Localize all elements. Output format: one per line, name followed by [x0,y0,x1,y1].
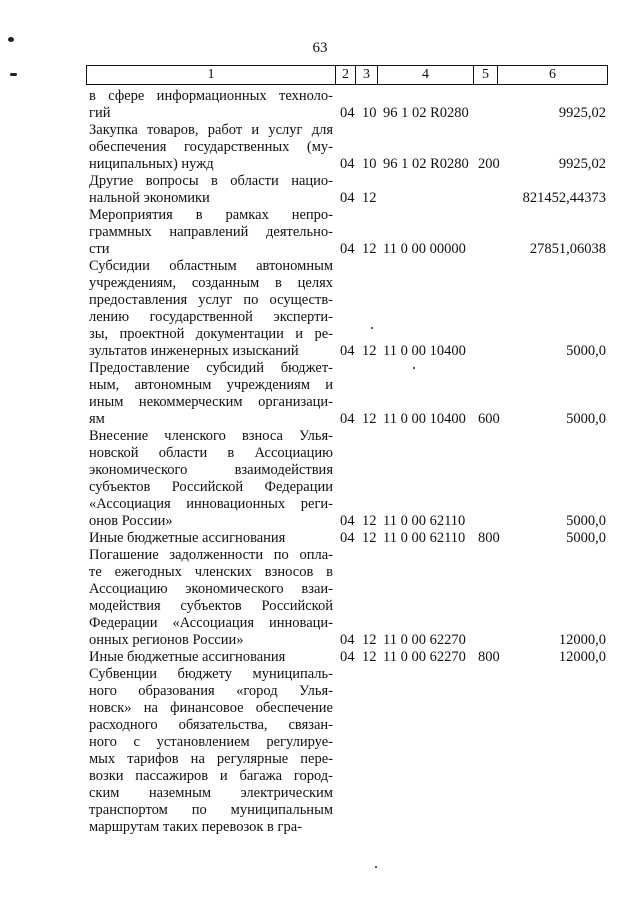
row-text-line: экономического взаимодействия [89,462,333,478]
row-text-line: мых тарифов на регулярные пере- [89,751,333,767]
row-text-line: ного образования «город Улья- [89,683,333,699]
cell-c5: 800 [478,649,500,665]
row-text-line: Другие вопросы в области нацио- [89,173,333,189]
row-text-line: предоставления услуг по осуществ- [89,292,333,308]
cell-c3: 12 [362,649,377,665]
cell-c6: 821452,44373 [522,190,606,206]
row-text-line: граммных направлений деятельно- [89,224,333,240]
row-text-line: гий [89,105,111,121]
cell-c6: 5000,0 [566,513,606,529]
cell-c6: 9925,02 [558,156,606,172]
cell-c3: 12 [362,343,377,359]
row-text-line: «Ассоциация инновационных реги- [89,496,333,512]
cell-c4: 11 0 00 62270 [383,632,466,648]
cell-c4: 11 0 00 62270 [383,649,466,665]
cell-c4: 11 0 00 00000 [383,241,466,257]
scan-mark [375,866,377,868]
row-text-line: сти [89,241,110,257]
row-text-line: Иные бюджетные ассигнования [89,649,286,665]
cell-c6: 5000,0 [566,411,606,427]
row-text-line: маршрутам таких перевозок в гра- [89,819,302,835]
row-text-line: те ежегодных членских взносов в [89,564,333,580]
header-col-2: 2 [335,66,355,84]
header-col-4: 4 [377,66,473,84]
row-text-line: онов России» [89,513,173,529]
row-text-line: субъектов Российской Федерации [89,479,333,495]
row-text-line: ским наземным электрическим [89,785,333,801]
cell-c6: 5000,0 [566,530,606,546]
header-col-5: 5 [473,66,497,84]
row-text-line: возки пассажиров и багажа город- [89,768,333,784]
cell-c4: 11 0 00 10400 [383,343,466,359]
row-text-line: онных регионов России» [89,632,244,648]
cell-c5: 600 [478,411,500,427]
cell-c6: 9925,02 [558,105,606,121]
row-text-line: Внесение членского взноса Улья- [89,428,333,444]
cell-c2: 04 [340,411,355,427]
cell-c3: 10 [362,156,377,172]
row-text-line: обеспечения государственных (му- [89,139,333,155]
scan-mark [371,327,373,329]
cell-c5: 200 [478,156,500,172]
cell-c6: 12000,0 [558,649,606,665]
cell-c3: 12 [362,513,377,529]
cell-c3: 12 [362,190,377,206]
cell-c2: 04 [340,105,355,121]
row-text-line: Иные бюджетные ассигнования [89,530,286,546]
cell-c2: 04 [340,190,355,206]
cell-c4: 11 0 00 62110 [383,530,466,546]
cell-c3: 12 [362,530,377,546]
cell-c2: 04 [340,530,355,546]
row-text-line: Федерации «Ассоциация инноваци- [89,615,333,631]
cell-c4: 11 0 00 10400 [383,411,466,427]
header-col-6: 6 [497,66,607,84]
scan-mark [10,73,17,76]
row-text-line: модействия субъектов Российской [89,598,333,614]
cell-c3: 12 [362,411,377,427]
cell-c6: 12000,0 [558,632,606,648]
row-text-line: нальной экономики [89,190,210,206]
row-text-line: Субсидии областным автономным [89,258,333,274]
row-text-line: Предоставление субсидий бюджет- [89,360,333,376]
cell-c4: 96 1 02 R0280 [383,105,469,121]
row-text-line: Ассоциацию экономического взаи- [89,581,333,597]
page-number: 63 [312,40,328,56]
row-text-line: зы, проектной документации и ре- [89,326,333,342]
row-text-line: зультатов инженерных изысканий [89,343,299,359]
cell-c2: 04 [340,649,355,665]
row-text-line: Субвенции бюджету муниципаль- [89,666,333,682]
cell-c4: 96 1 02 R0280 [383,156,469,172]
row-text-line: ного с установлением регулируе- [89,734,333,750]
header-col-3: 3 [355,66,377,84]
cell-c3: 12 [362,241,377,257]
cell-c2: 04 [340,632,355,648]
cell-c2: 04 [340,241,355,257]
scan-mark [8,37,14,42]
cell-c3: 12 [362,632,377,648]
table-header [86,65,608,85]
row-text-line: ниципальных) нужд [89,156,214,172]
cell-c2: 04 [340,156,355,172]
cell-c2: 04 [340,343,355,359]
cell-c6: 27851,06038 [529,241,606,257]
row-text-line: лению государственной эксперти- [89,309,333,325]
header-col-1: 1 [207,67,215,82]
row-text-line: Мероприятия в рамках непро- [89,207,333,223]
row-text-line: расходного обязательства, связан- [89,717,333,733]
cell-c4: 11 0 00 62110 [383,513,466,529]
cell-c5: 800 [478,530,500,546]
row-text-line: Погашение задолженности по опла- [89,547,333,563]
row-text-line: в сфере информационных техноло- [89,88,333,104]
row-text-line: ным, автономным учреждениям и [89,377,333,393]
row-text-line: новской области в Ассоциацию [89,445,333,461]
row-text-line: Закупка товаров, работ и услуг для [89,122,333,138]
row-text-line: учреждениям, созданным в целях [89,275,333,291]
row-text-line: новск» на финансовое обеспечение [89,700,333,716]
row-text-line: ям [89,411,105,427]
scan-mark [413,367,415,369]
cell-c2: 04 [340,513,355,529]
cell-c3: 10 [362,105,377,121]
row-text-line: транспортом по муниципальным [89,802,333,818]
cell-c6: 5000,0 [566,343,606,359]
row-text-line: иным некоммерческим организаци- [89,394,333,410]
